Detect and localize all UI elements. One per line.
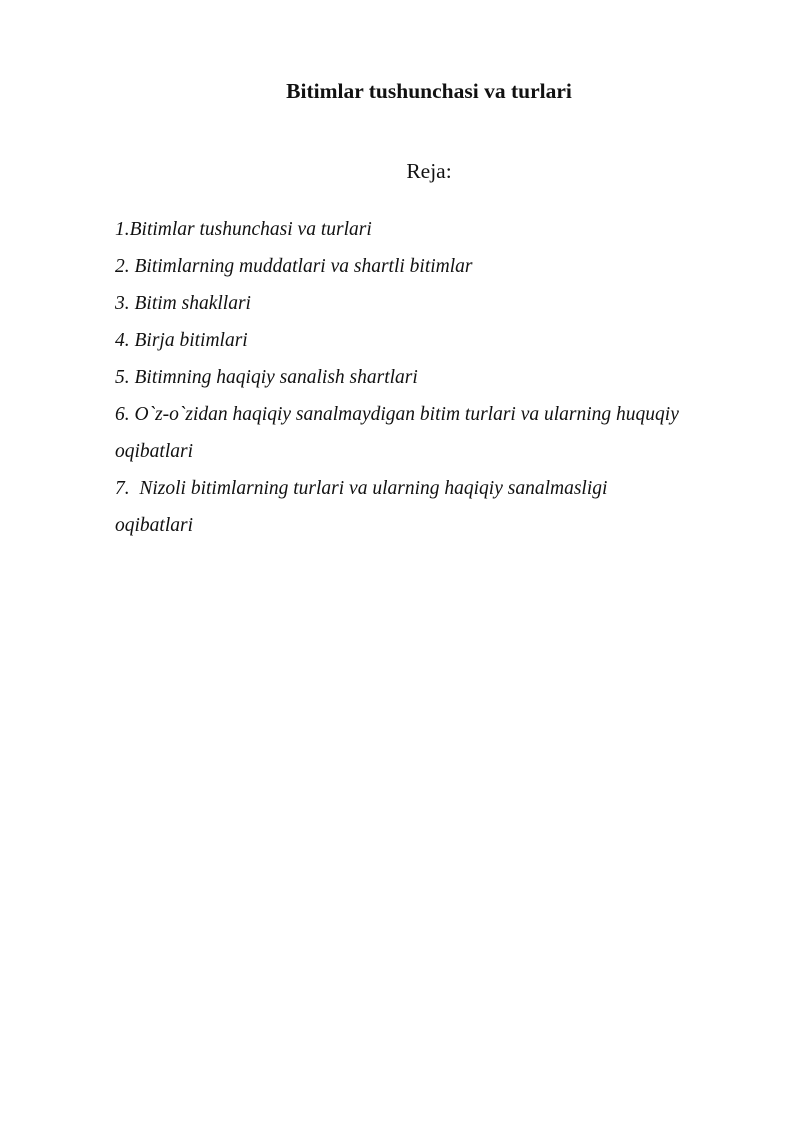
plan-item: 1.Bitimlar tushunchasi va turlari: [115, 219, 372, 240]
plan-item: 4. Birja bitimlari: [115, 330, 248, 351]
plan-item: 6. O`z-o`zidan haqiqiy sanalmaydigan bitim turlari va ularning huquqiy oqibatlari: [115, 404, 684, 462]
plan-item: 7. Nizoli bitimlarning turlari va ularning haqiqiy sanalmasligi oqibatlari: [115, 478, 608, 536]
plan-item: 5. Bitimning haqiqiy sanalish shartlari: [115, 367, 418, 388]
plan-item: 3. Bitim shakllari: [115, 293, 251, 314]
plan-item: 2. Bitimlarning muddatlari va shartli bitimlar: [115, 256, 473, 277]
document-title: Bitimlar tushunchasi va turlari: [286, 79, 572, 103]
plan-heading: Reja:: [406, 159, 452, 183]
plan-list: [115, 211, 755, 544]
